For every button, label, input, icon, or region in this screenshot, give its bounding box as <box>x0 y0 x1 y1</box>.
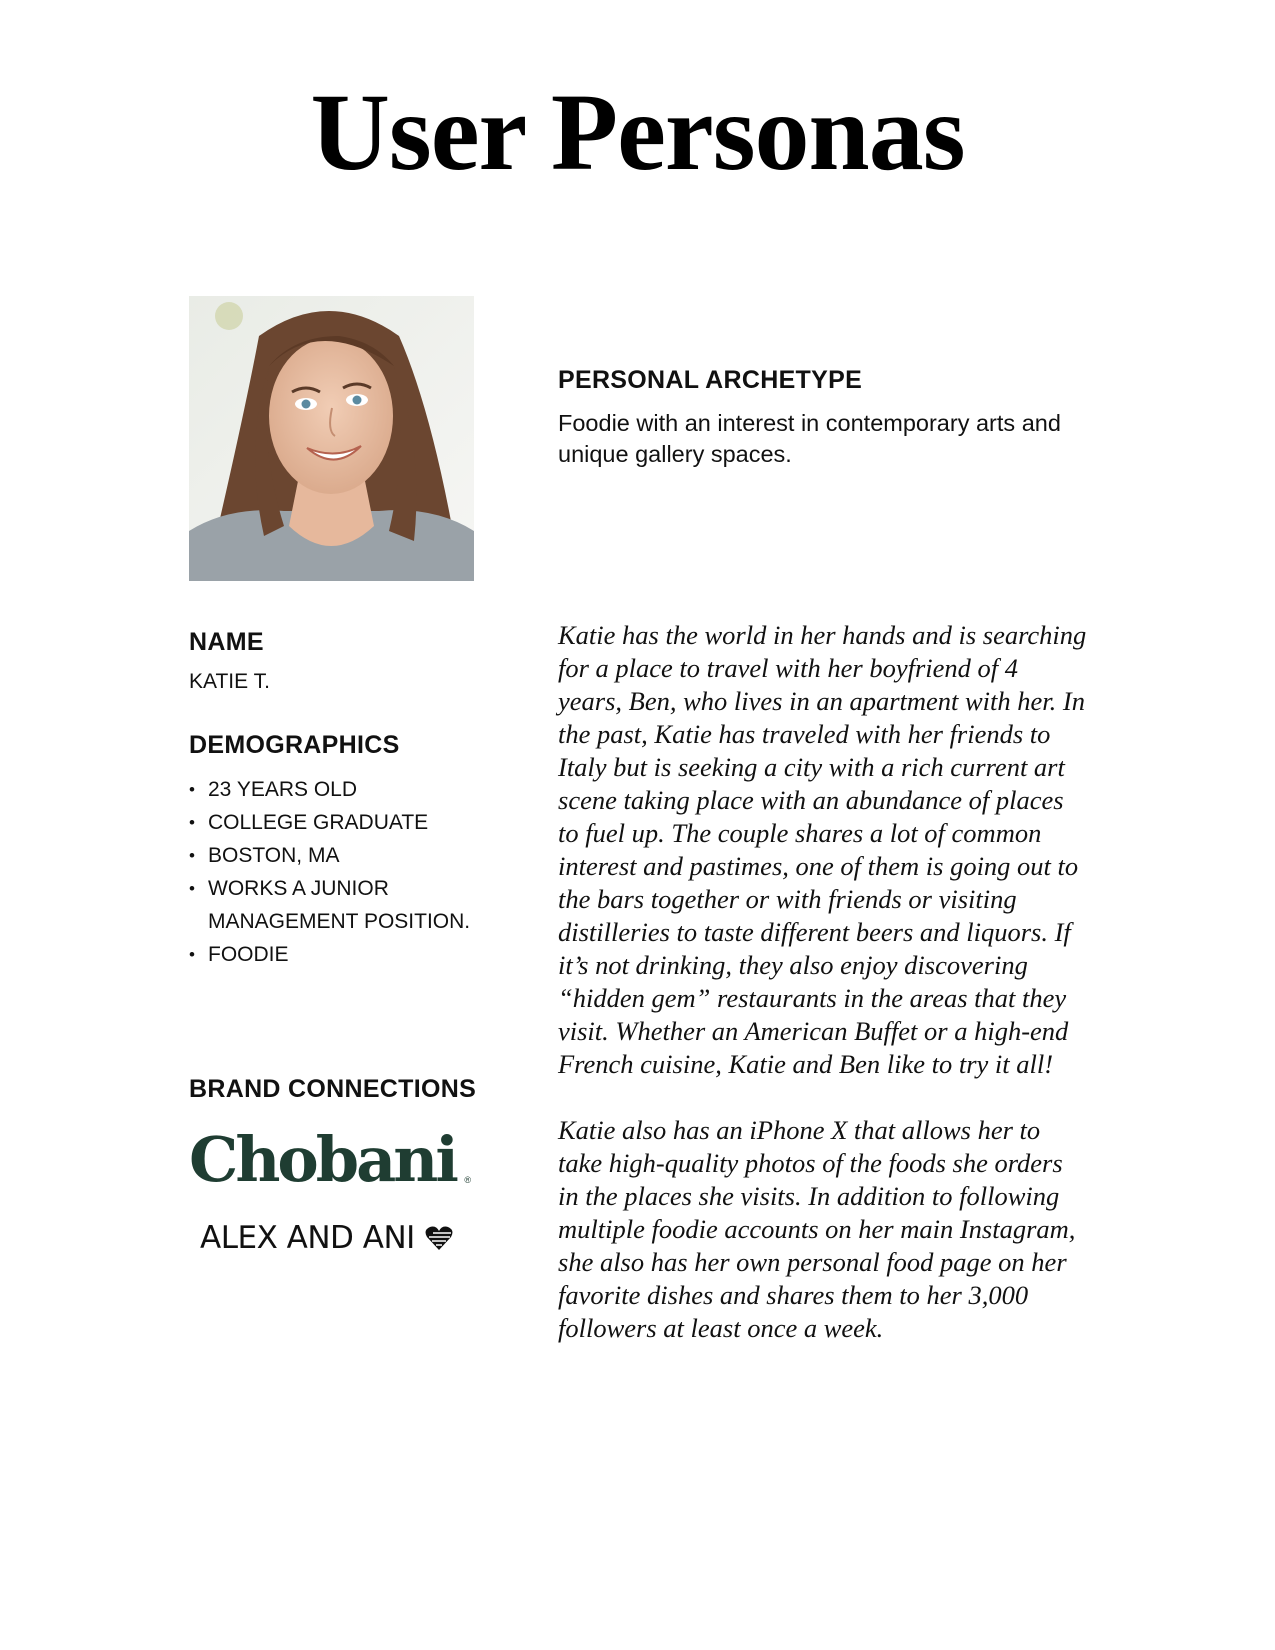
heart-flag-icon <box>425 1225 453 1251</box>
list-item: • WORKS A JUNIOR MANAGEMENT POSITION. <box>189 872 499 938</box>
list-item: • FOODIE <box>189 938 499 971</box>
alex-and-ani-logo <box>200 1218 453 1258</box>
alex-and-ani-wordmark: ALEX AND ANI <box>200 1220 415 1256</box>
persona-photo <box>189 296 474 581</box>
demographics-list <box>189 773 499 971</box>
name-value: KATIE T. <box>189 670 270 693</box>
brand-connections-heading: BRAND CONNECTIONS <box>189 1075 477 1103</box>
registered-mark: ® <box>464 1175 471 1185</box>
list-item: • 23 YEARS OLD <box>189 773 499 806</box>
chobani-logo <box>189 1125 479 1195</box>
portrait-image <box>189 296 474 581</box>
demographics-heading: DEMOGRAPHICS <box>189 731 400 759</box>
name-heading: NAME <box>189 628 264 656</box>
chobani-wordmark: Chobani <box>189 1123 456 1196</box>
list-item: • BOSTON, MA <box>189 839 499 872</box>
archetype-text: Foodie with an interest in contemporary arts and unique gallery spaces. <box>558 410 1061 467</box>
page-title: User Personas <box>310 71 965 193</box>
archetype-heading: PERSONAL ARCHETYPE <box>558 366 863 394</box>
bio-paragraph: Katie also has an iPhone X that allows her to take high-quality photos of the foods she orders in the places she visits. In addition to following multiple foodie accounts on her main Instagram, she also has her own personal food page on her favorite dishes and shares them to her 3,000 followers at least once a week. <box>558 1115 1076 1343</box>
list-item: • COLLEGE GRADUATE <box>189 806 499 839</box>
persona-bio <box>558 619 1088 1378</box>
bio-paragraph: Katie has the world in her hands and is searching for a place to travel with her boyfriend of 4 years, Ben, who lives in an apartment with her. In the past, Katie has traveled with her friends to Italy but is seeking a city with a rich current art scene taking place with an abundance of places to fuel up. The couple shares a lot of common interest and pastimes, one of them is going out to the bars together or with friends or visiting distilleries to taste different beers and liquors. If it’s not drinking, they also enjoy discovering “hidden gem” restaurants in the areas that they visit. Whether an American Buffet or a high-end French cuisine, Katie and Ben like to try it all! <box>558 620 1087 1079</box>
